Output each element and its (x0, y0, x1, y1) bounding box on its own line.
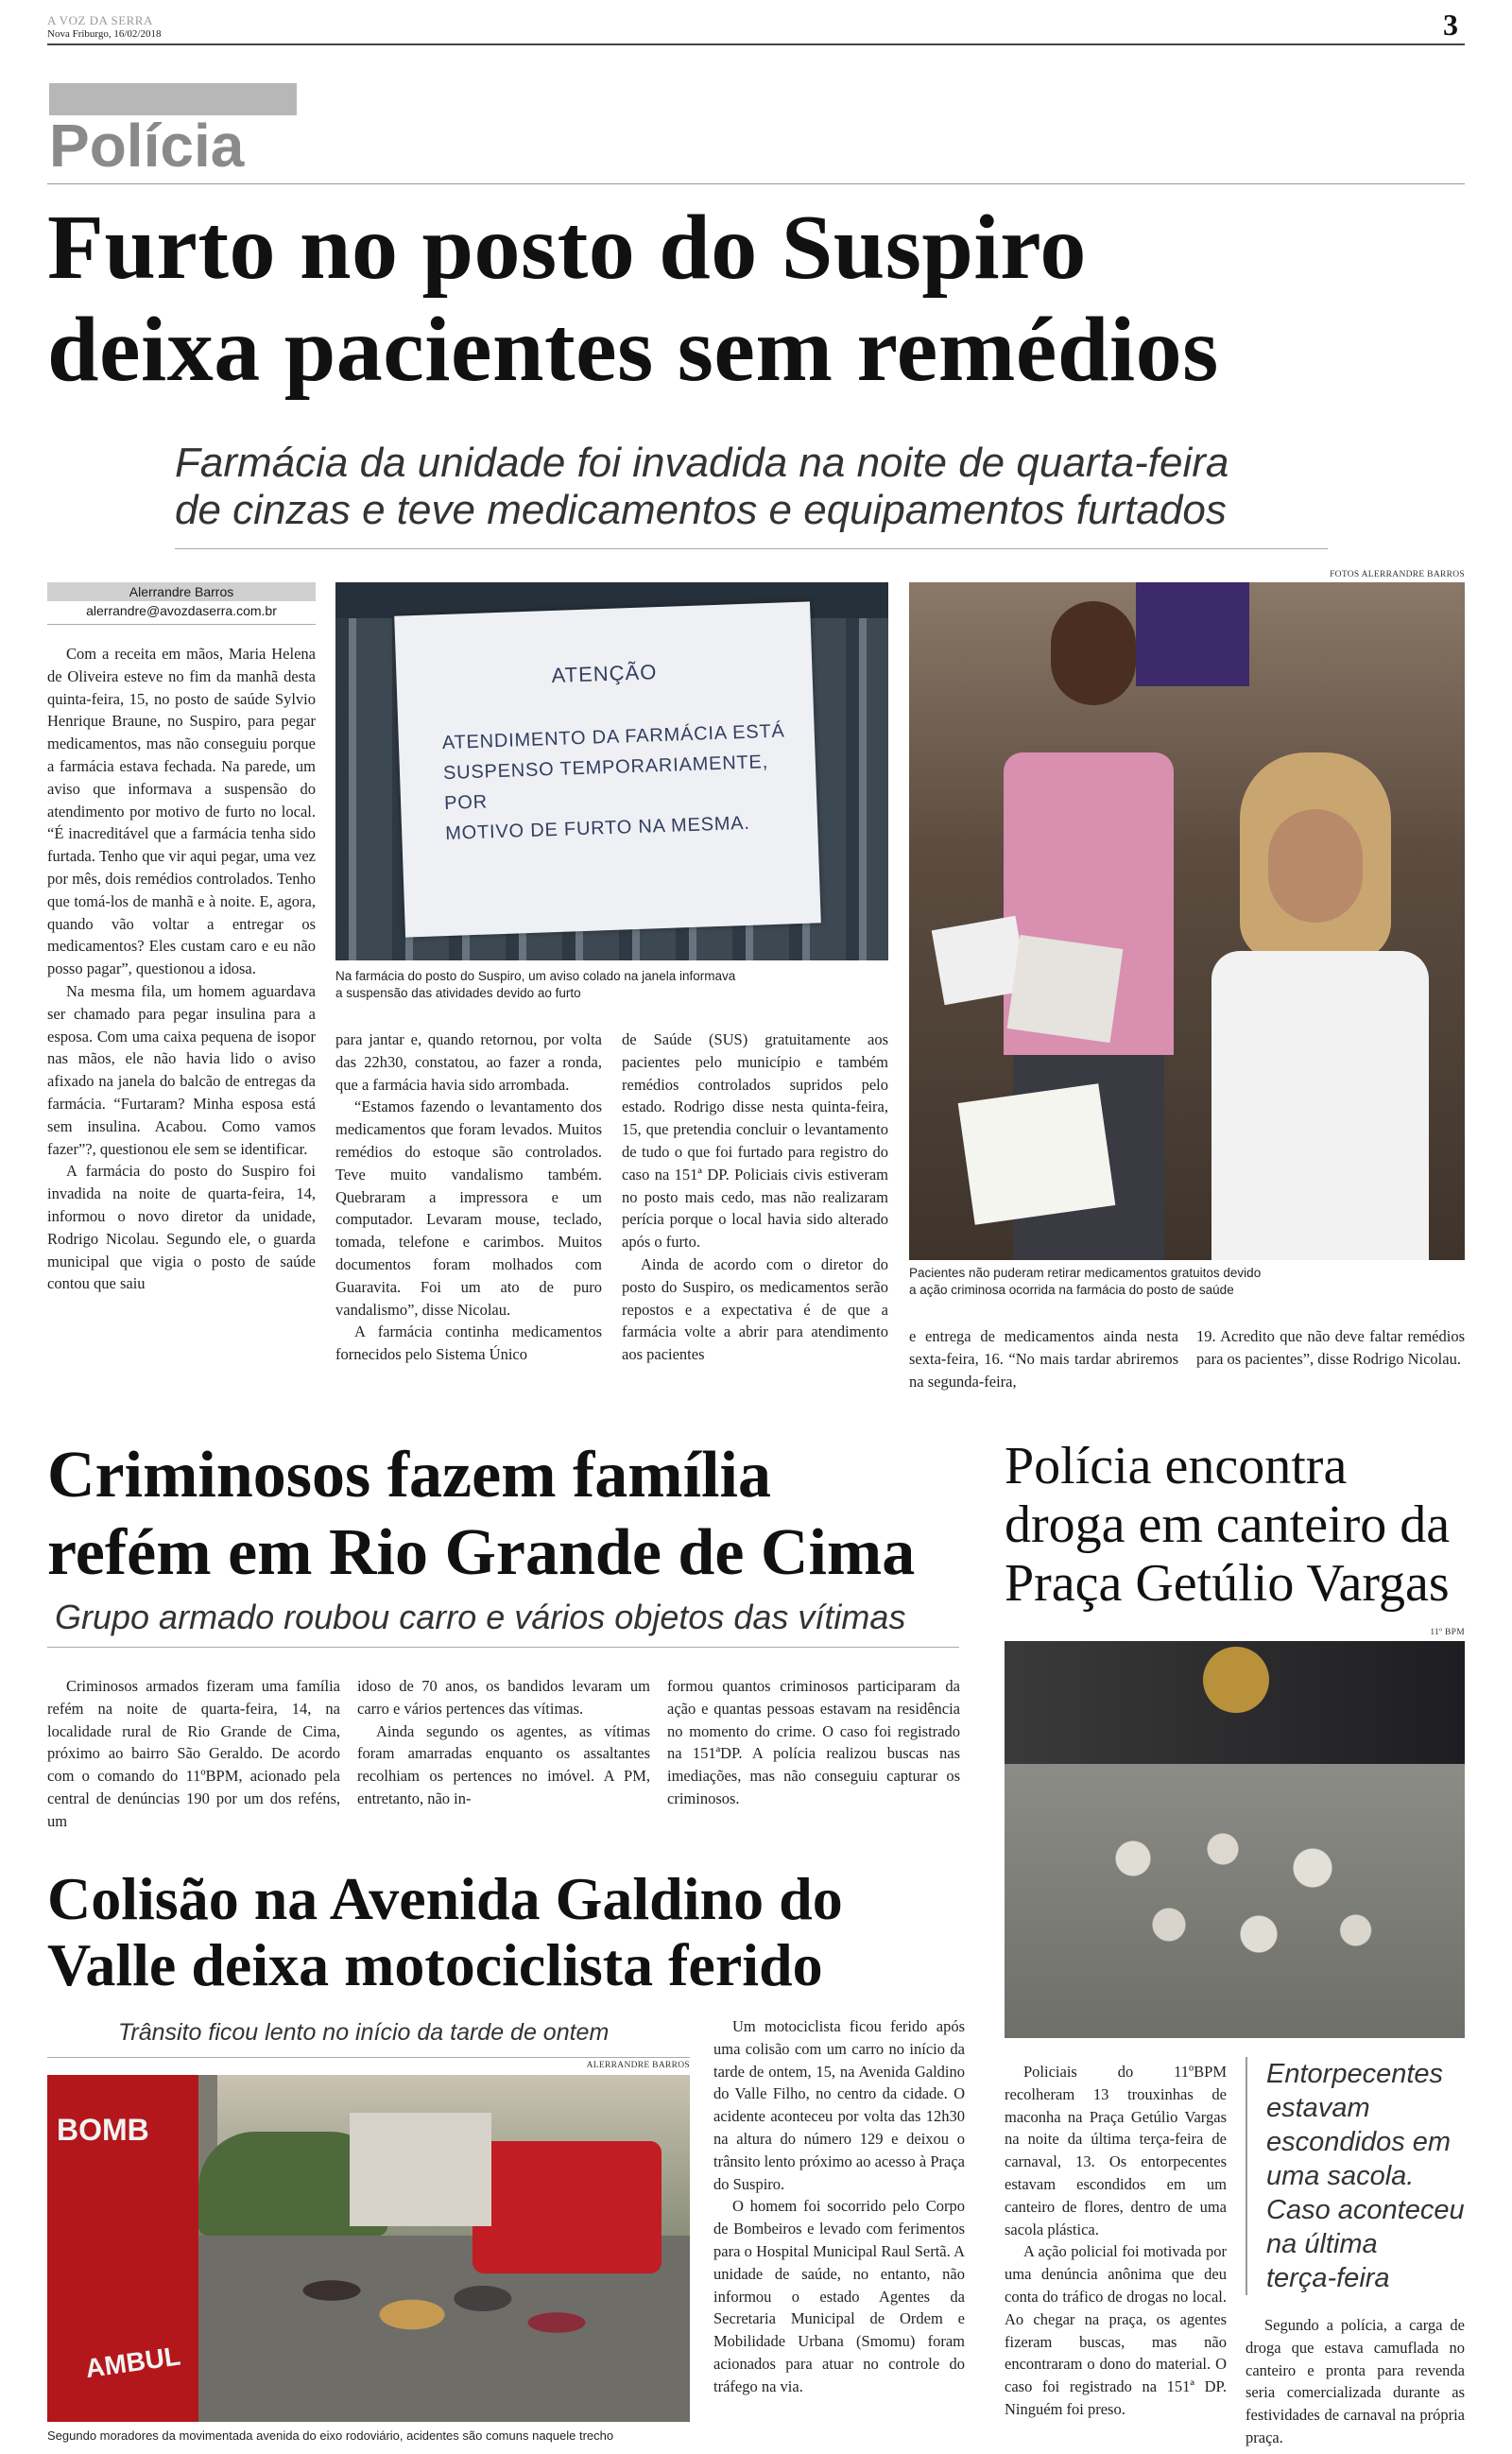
photo-fire-truck (47, 2075, 198, 2422)
story2-rule (47, 1647, 959, 1648)
story2-col1-p1: Criminosos armados fizeram uma família refém na noite de quarta-feira, 14, na localidade rural de Rio Grande de Cima, próximo ao bairro São Geraldo. De acordo com o comando do 11ºBPM, acionado pela central de denúncias 190 por um dos reféns, um (47, 1677, 340, 1830)
main-col3 (622, 1028, 888, 1366)
story3-headline-line2: droga em canteiro da (1005, 1495, 1451, 1554)
main-col1 (47, 643, 316, 1295)
pullquote-line5: Caso aconteceu (1266, 2195, 1465, 2225)
main-col1-p3: A farmácia do posto do Suspiro foi invadida na noite de quarta-feira, 14, informou o novo diretor da unidade, Rodrigo Nicolau. Segundo ele, o guarda municipal que vigia o posto de saúde contou que saiu (47, 1162, 316, 1293)
story2-headline-line1: Criminosos fazem família (47, 1439, 771, 1512)
story4-headline-line2: Valle deixa motociclista ferido (47, 1931, 823, 1998)
main-col2 (335, 1028, 602, 1366)
story4-headline (47, 1866, 843, 1998)
story4-rule (47, 2057, 690, 2058)
main-col1-p2: Na mesma fila, um homem aguardava ser chamado para pegar insulina para a esposa. Com uma caixa pequena de isopor nas mãos, ele não havia lido o aviso afixado na janela do balcão de entregas da farmácia. “Furtaram? Minha esposa está sem insulina. Acabou. Como vamos fazer”?, questionou ele sem se identificar. (47, 981, 316, 1158)
story3-headline (1005, 1437, 1450, 1613)
story2-headline (47, 1437, 915, 1592)
photo-isopor-lid (1007, 935, 1124, 1043)
main-subhead-line2: de cinzas e teve medicamentos e equipamentos furtados (175, 487, 1227, 533)
story4-col-p1: Um motociclista ficou ferido após uma colisão com um carro no início da tarde de ontem, 15, na Avenida Galdino do Valle Filho, no centro da cidade. O acidente aconteceu por volta das 12h30 na altura do número 129 e deixou o trânsito lento próximo ao acesso à Praça do Suspiro. (713, 2017, 965, 2193)
story4-subhead: Trânsito ficou lento no início da tarde de ontem (118, 2019, 610, 2046)
header-rule (47, 43, 1465, 45)
notice-line2: SUSPENSO TEMPORARIAMENTE, POR (442, 752, 769, 815)
truck-text: BOMB (57, 2113, 149, 2147)
story2-col2-p2: Ainda segundo os agentes, as vítimas foram amarradas enquanto os assaltantes recolhiam os pertences no imóvel. A PM, entretanto, não in- (357, 1721, 650, 1807)
pullquote-line3: escondidos em (1266, 2127, 1452, 2157)
caption-pharmacy-notice (335, 968, 888, 1002)
photo-baggies (1061, 1802, 1420, 1991)
section-label: Polícia (49, 112, 245, 180)
notice-line1: ATENDIMENTO DA FARMÁCIA ESTÁ (441, 720, 785, 754)
photo-drugs (1005, 1641, 1465, 2038)
photo-people (284, 2226, 605, 2387)
photo-woman (1183, 752, 1448, 1260)
notice-line3: MOTIVO DE FURTO NA MESMA. (444, 812, 751, 845)
byline-rule (47, 624, 316, 625)
notice-text (441, 715, 817, 849)
notice-paper (394, 601, 821, 937)
caption1-line1: Na farmácia do posto do Suspiro, um aviso colado na janela informava (335, 969, 736, 983)
main-headline-line1: Furto no posto do Suspiro (47, 197, 1087, 299)
masthead: A VOZ DA SERRA (47, 13, 153, 27)
dateline: Nova Friburgo, 16/02/2018 (47, 28, 162, 40)
story2-col3 (667, 1675, 960, 1810)
section-rule (47, 183, 1465, 184)
caption-accident: Segundo moradores da movimentada avenida do eixo rodoviário, acidentes são comuns naquele trecho (47, 2428, 614, 2443)
notice-title: ATENÇÃO (551, 660, 658, 688)
main-col3-p1: de Saúde (SUS) gratuitamente aos pacientes pelo município e também remédios controlados supridos pelo estado. Rodrigo disse nesta quinta-feira, 15, que pretendia concluir o levantamento de tudo o que foi furtado para registro do caso na 151ª DP. Policiais civis estiveram no posto mais cedo, mas não realizaram perícia porque o local havia sido alterado após o furto. (622, 1030, 888, 1252)
byline-email: alerrandre@avozdaserra.com.br (86, 603, 277, 618)
main-col2-p3: A farmácia continha medicamentos fornecidos pelo Sistema Único (335, 1322, 602, 1364)
story4-col (713, 2015, 965, 2398)
story4-col-p2: O homem foi socorrido pelo Corpo de Bombeiros e levado com ferimentos para o Hospital Municipal Raul Sertã. A unidade de saúde, no entanto, não informou o estado Agentes da Secretaria Municipal de Ordem e Mobilidade Urbana (Smomu) foram acionados para atuar no controle do tráfego na via. (713, 2197, 965, 2395)
main-col4 (909, 1325, 1178, 1392)
caption2-line1: Pacientes não puderam retirar medicamentos gratuitos devido (909, 1266, 1262, 1280)
ambulance-text: AMBUL (83, 2341, 182, 2384)
story2-headline-line2: refém em Rio Grande de Cima (47, 1516, 916, 1589)
page-number: 3 (1443, 8, 1458, 42)
subhead-rule (175, 548, 1328, 549)
photo-prescription (958, 1083, 1116, 1225)
photo-pharmacy-notice (335, 582, 888, 960)
story3-col2-p1: Segundo a polícia, a carga de droga que estava camuflada no canteiro e pronta para revenda seria comercializada durante as festividades de carnaval na própria praça. (1246, 2316, 1465, 2446)
story3-col2 (1246, 2314, 1465, 2449)
photo-patients (909, 582, 1465, 1260)
main-photo-credit: FOTOS ALERRANDRE BARROS (1330, 570, 1465, 579)
section-bar (49, 83, 297, 115)
byline-name: Alerrandre Barros (47, 582, 316, 601)
story4-photo-credit: ALERRANDRE BARROS (586, 2061, 690, 2070)
main-headline-line2: deixa pacientes sem remédios (47, 299, 1219, 401)
main-col1-p1: Com a receita em mãos, Maria Helena de Oliveira esteve no fim da manhã desta quinta-feira, 15, no posto de saúde Sylvio Henrique Braune, no Suspiro, para pegar medicamentos, mas não conseguiu porque a farmácia estava fechada. Na parede, um aviso que informava a suspensão do atendimento por motivo de furto no local. “É inacreditável que a farmácia tenha sido furtada. Tenho que vir aqui pegar, uma vez por mês, dois remédios controlados. Tenho que tomá-los de manhã e à noite. E, agora, quando vão voltar a entregar os medicamentos? Eles custam caro e eu não posso pagar”, questionou a idosa. (47, 645, 316, 978)
story2-col2 (357, 1675, 650, 1810)
photo-white-truck (350, 2113, 491, 2226)
pullquote-line4: uma sacola. (1266, 2161, 1415, 2191)
story3-headline-line1: Polícia encontra (1005, 1437, 1348, 1495)
story3-col1 (1005, 2061, 1227, 2421)
story3-headline-line3: Praça Getúlio Vargas (1005, 1554, 1450, 1613)
main-col5 (1196, 1325, 1465, 1371)
pullquote-line6: na última (1266, 2229, 1378, 2259)
byline (47, 582, 316, 620)
story2-col3-p1: formou quantos criminosos participaram da ação e quantas pessoas estavam na residência no momento do crime. O caso foi registrado na 151ªDP. A polícia realizou buscas nas imediações, mas não conseguiu capturar os criminosos. (667, 1677, 960, 1807)
caption-patients (909, 1265, 1465, 1299)
story3-pullquote (1246, 2057, 1465, 2295)
story3-col1-p1: Policiais do 11ºBPM recolheram 13 trouxinhas de maconha na Praça Getúlio Vargas na noite da última terça-feira de carnaval, 13. Os entorpecentes estavam escondidos em um canteiro de flores, dentro de uma sacola plástica. (1005, 2063, 1227, 2238)
main-col2-p2: “Estamos fazendo o levantamento dos medicamentos que foram levados. Muitos remédios do estoque são controlados. Teve muito vandalismo também. Quebraram a impressora e um computador. Levaram mouse, teclado, tomada, telefone e carimbos. Muitos documentos foram molhados com Guaravita. Foi um ato de puro vandalismo”, disse Nicolau. (335, 1097, 602, 1319)
caption2-line2: a ação criminosa ocorrida na farmácia do posto de saúde (909, 1283, 1234, 1297)
main-subhead-line1: Farmácia da unidade foi invadida na noite de quarta-feira (175, 440, 1229, 486)
main-col4-p1: e entrega de medicamentos ainda nesta sexta-feira, 16. “No mais tardar abriremos na segunda-feira, (909, 1327, 1178, 1391)
main-col2-p1: para jantar e, quando retornou, por volta das 22h30, constatou, ao fazer a ronda, que a farmácia havia sido arrombada. (335, 1030, 602, 1094)
photo-accident (47, 2075, 690, 2422)
story3-col1-p2: A ação policial foi motivada por uma denúncia anônima que deu conta do tráfico de drogas no local. Ao chegar na praça, os agentes fizeram buscas, mas não encontraram o dono do material. O caso foi registrado na 151ª DP. Ninguém foi preso. (1005, 2242, 1227, 2418)
story2-col1 (47, 1675, 340, 1833)
story3-photo-credit: 11º BPM (1430, 1628, 1465, 1637)
photo-officer-badge (1203, 1647, 1269, 1713)
caption1-line2: a suspensão das atividades devido ao furto (335, 986, 581, 1000)
story4-headline-line1: Colisão na Avenida Galdino do (47, 1865, 843, 1932)
story2-col2-p1: idoso de 70 anos, os bandidos levaram um carro e vários pertences das vítimas. (357, 1677, 650, 1718)
story2-subhead: Grupo armado roubou carro e vários objetos das vítimas (55, 1598, 906, 1636)
pullquote-line2: estavam (1266, 2093, 1370, 2123)
main-col5-p1: 19. Acredito que não deve faltar remédios para os pacientes”, disse Rodrigo Nicolau. (1196, 1327, 1465, 1368)
pullquote-line1: Entorpecentes (1266, 2059, 1444, 2089)
main-subhead (175, 440, 1228, 534)
main-headline (47, 197, 1219, 401)
pullquote-line7: terça-feira (1266, 2263, 1390, 2293)
main-col3-p2: Ainda de acordo com o diretor do posto do Suspiro, os medicamentos serão repostos e a expectativa é de que a farmácia volte a abrir para atendimento aos pacientes (622, 1254, 888, 1364)
